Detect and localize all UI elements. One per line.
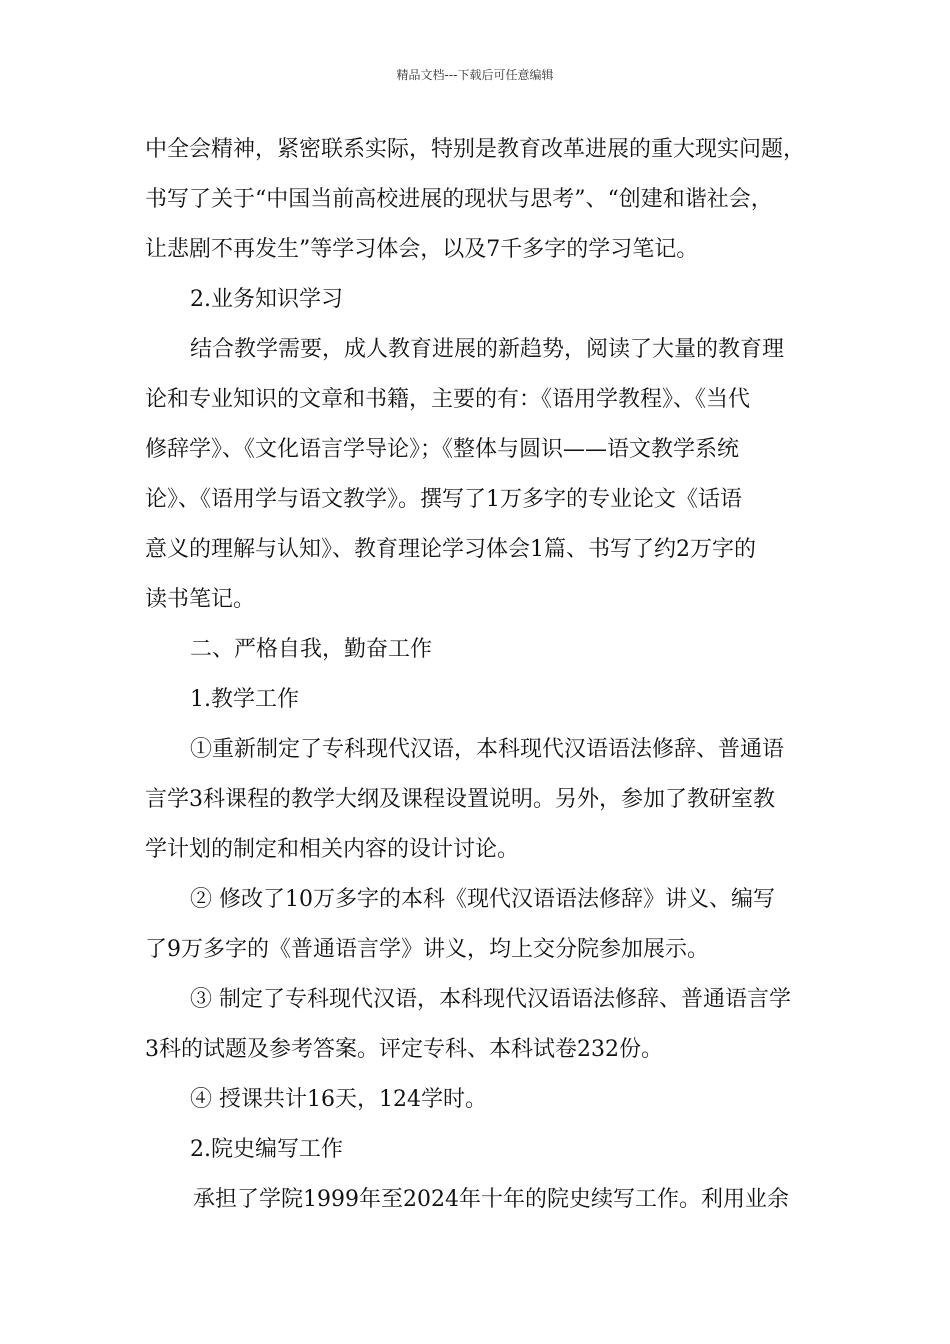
section-heading: 2.业务知识学习 bbox=[190, 287, 343, 312]
text-line: 让悲剧不再发生”等学习体会，以及7千多字的学习笔记。 bbox=[145, 237, 699, 262]
text-line: 3科的试题及参考答案。评定专科、本科试卷232份。 bbox=[145, 1037, 663, 1062]
text-line: 读书笔记。 bbox=[145, 587, 256, 612]
text-line: 论和专业知识的文章和书籍，主要的有：《语用学教程》、《当代 bbox=[145, 387, 751, 412]
text-line: 言学3科课程的教学大纲及课程设置说明。另外，参加了教研室教 bbox=[145, 787, 775, 812]
text-line: ③ 制定了专科现代汉语，本科现代汉语语法修辞、普通语言学 bbox=[190, 987, 791, 1012]
text-line: 意义的理解与认知》、教育理论学习体会1篇、书写了约2万字的 bbox=[145, 537, 756, 562]
text-line: 了9万多字的《普通语言学》讲义，均上交分院参加展示。 bbox=[145, 937, 709, 962]
section-heading: 1.教学工作 bbox=[190, 687, 299, 712]
text-line: ①重新制定了专科现代汉语，本科现代汉语语法修辞、普通语 bbox=[190, 737, 785, 762]
text-line: 论》、《语用学与语文教学》。撰写了1万多字的专业论文《话语 bbox=[145, 487, 742, 512]
text-line: 修辞学》、《文化语言学导论》；《整体与圆识——语文教学系统 bbox=[145, 437, 740, 462]
text-line: ② 修改了10万多字的本科《现代汉语语法修辞》讲义、编写 bbox=[190, 887, 775, 912]
text-line: 书写了关于“中国当前高校进展的现状与思考”、“创建和谐社会， bbox=[145, 187, 773, 212]
text-line: 学计划的制定和相关内容的设计讨论。 bbox=[145, 837, 520, 862]
section-heading: 2.院史编写工作 bbox=[190, 1137, 343, 1162]
text-line: 中全会精神，紧密联系实际，特别是教育改革进展的重大现实问题， bbox=[145, 137, 806, 162]
document-body bbox=[145, 128, 810, 1228]
text-line: 结合教学需要，成人教育进展的新趋势，阅读了大量的教育理 bbox=[190, 337, 785, 362]
text-line: ④ 授课共计16天，124学时。 bbox=[190, 1087, 487, 1112]
section-heading: 二、严格自我，勤奋工作 bbox=[190, 637, 433, 662]
text-line: 承担了学院1999年至2024年十年的院史续写工作。利用业余 bbox=[193, 1187, 789, 1212]
page-header: 精品文档---下载后可任意编辑 bbox=[396, 68, 554, 82]
